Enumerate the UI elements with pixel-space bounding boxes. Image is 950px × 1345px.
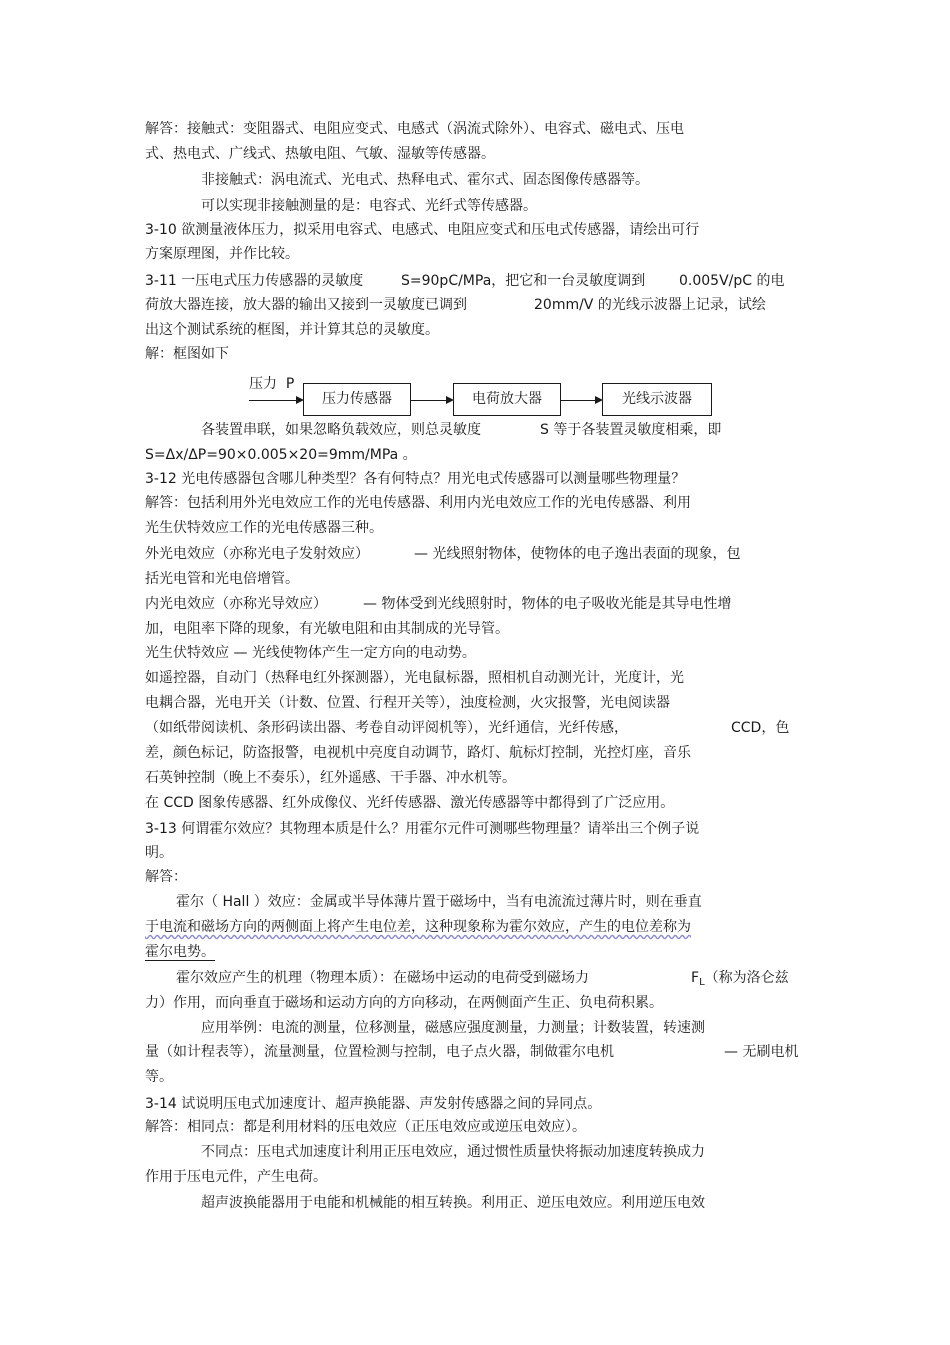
text-line: 超声波换能器用于电能和机械能的相互转换。利用正、逆压电效应。利用逆压电效 (201, 1195, 705, 1211)
question-3-11: 3-11 一压电式压力传感器的灵敏度 (145, 273, 364, 289)
lorentz-force-symbol (691, 969, 789, 992)
text-line: 作用于压电元件，产生电荷。 (145, 1169, 327, 1185)
text-line: 加，电阻率下降的现象，有光敏电阻和由其制成的光导管。 (145, 621, 509, 637)
diagram-block-pressure-sensor: 压力传感器 (303, 383, 411, 416)
text-segment: — 物体受到光线照射时，物体的电子吸收光能是其导电性增 (363, 596, 732, 612)
symbol-f: F (691, 970, 700, 986)
text-line: 力）作用，而向垂直于磁场和运动方向的方向移动，在两侧面产生正、负电荷积累。 (145, 995, 663, 1011)
text-line: 内光电效应（亦称光导效应） (145, 596, 327, 612)
text-line: 霍尔（ Hall ）效应：金属或半导体薄片置于磁场中，当有电流流过薄片时，则在垂直 (176, 894, 702, 910)
text-line: 出这个测试系统的框图，并计算其总的灵敏度。 (145, 322, 439, 338)
text-segment: CCD，色 (731, 720, 790, 736)
wavy-underlined-text: 于电流和磁场方向的两侧面上将产生电位差，这种现象称为霍尔效应，产生的电位差称为 (145, 919, 691, 935)
underlined-text: 霍尔电势。 (145, 944, 215, 960)
text-segment: S 等于各装置灵敏度相乘，即 (540, 422, 722, 438)
text-line (145, 943, 215, 961)
question-3-13: 3-13 何谓霍尔效应？其物理本质是什么？用霍尔元件可测哪些物理量？请举出三个例子说 (145, 821, 700, 837)
question-3-14: 3-14 试说明压电式加速度计、超声换能器、声发射传感器之间的异同点。 (145, 1096, 602, 1112)
text-line: 石英钟控制（晚上不奏乐），红外遥感、干手器、冲水机等。 (145, 770, 516, 786)
text-line: 电耦合器，光电开关（计数、位置、行程开关等），浊度检测，火灾报警，光电阅读器 (145, 695, 670, 711)
diagram-block-oscilloscope: 光线示波器 (602, 383, 712, 416)
text-line: 光生伏特效应 — 光线使物体产生一定方向的电动势。 (145, 645, 476, 661)
question-3-10: 3-10 欲测量液体压力，拟采用电容式、电感式、电阻应变式和压电式传感器，请绘出可行 (145, 222, 700, 238)
text-line: 如遥控器，自动门（热释电红外探测器），光电鼠标器，照相机自动测光计，光度计，光 (145, 670, 684, 686)
text-line: 解答：接触式：变阻器式、电阻应变式、电感式（涡流式除外）、电容式、磁电式、压电 (145, 121, 684, 137)
text-line: 方案原理图，并作比较。 (145, 246, 299, 262)
text-line: 解答： (145, 869, 187, 885)
text-segment: 0.005V/pC 的电 (679, 273, 785, 289)
diagram-input-label: 压力 P (249, 376, 295, 392)
arrow-icon (411, 400, 452, 401)
text-line: 解答：相同点：都是利用材料的压电效应（正压电效应或逆压电效应）。 (145, 1119, 586, 1135)
text-line: 解：框图如下 (145, 346, 229, 362)
text-line: （如纸带阅读机、条形码读出器、考卷自动评阅机等），光纤通信，光纤传感， (145, 720, 628, 736)
text-line: 荷放大器连接，放大器的输出又接到一灵敏度已调到 (145, 297, 467, 313)
text-line: 括光电管和光电倍增管。 (145, 571, 299, 587)
text-line: 等。 (145, 1069, 173, 1085)
text-line: 不同点：压电式加速度计利用正压电效应，通过惯性质量快将振动加速度转换成力 (201, 1144, 705, 1160)
question-3-12: 3-12 光电传感器包含哪儿种类型？各有何特点？用光电式传感器可以测量哪些物理量？ (145, 471, 686, 487)
diagram-block-charge-amplifier: 电荷放大器 (453, 383, 561, 416)
text-line: 光生伏特效应工作的光电传感器三种。 (145, 520, 383, 536)
text-line: 应用举例：电流的测量，位移测量，磁感应强度测量，力测量；计数装置，转速测 (201, 1020, 705, 1036)
formula-line: S=Δx/ΔP=90×0.005×20=9mm/MPa 。 (145, 447, 417, 463)
text-line: 各装置串联，如果忽略负载效应，则总灵敏度 (201, 422, 481, 438)
text-segment: — 光线照射物体，使物体的电子逸出表面的现象，包 (414, 546, 741, 562)
text-line: 差，颜色标记，防盗报警，电视机中亮度自动调节，路灯、航标灯控制，光控灯座，音乐 (145, 745, 691, 761)
text-line: 外光电效应（亦称光电子发射效应） (145, 546, 369, 562)
text-line: 霍尔效应产生的机理（物理本质）：在磁场中运动的电荷受到磁场力 (176, 970, 589, 986)
arrow-icon (561, 400, 601, 401)
arrow-icon (249, 400, 302, 401)
text-line: 量（如计程表等），流量测量，位置检测与控制，电子点火器，制做霍尔电机 (145, 1044, 614, 1060)
text-line: 式、热电式、广线式、热敏电阻、气敏、湿敏等传感器。 (145, 146, 495, 162)
text-segment: — 无刷电机 (724, 1044, 799, 1060)
text-segment: （称为洛仑兹 (704, 970, 789, 986)
text-line: 明。 (145, 845, 173, 861)
symbol-subscript: L (699, 977, 705, 988)
text-line: 可以实现非接触测量的是：电容式、光纤式等传感器。 (201, 198, 537, 214)
text-segment: 20mm/V 的光线示波器上记录，试绘 (534, 297, 766, 313)
text-line: 在 CCD 图象传感器、红外成像仪、光纤传感器、激光传感器等中都得到了广泛应用。 (145, 795, 675, 811)
text-line: 非接触式：涡电流式、光电式、热释电式、霍尔式、固态图像传感器等。 (201, 172, 649, 188)
text-segment: S=90pC/MPa，把它和一台灵敏度调到 (401, 273, 646, 289)
text-line: 解答：包括利用外光电效应工作的光电传感器、利用内光电效应工作的光电传感器、利用 (145, 495, 691, 511)
text-line (145, 918, 691, 936)
